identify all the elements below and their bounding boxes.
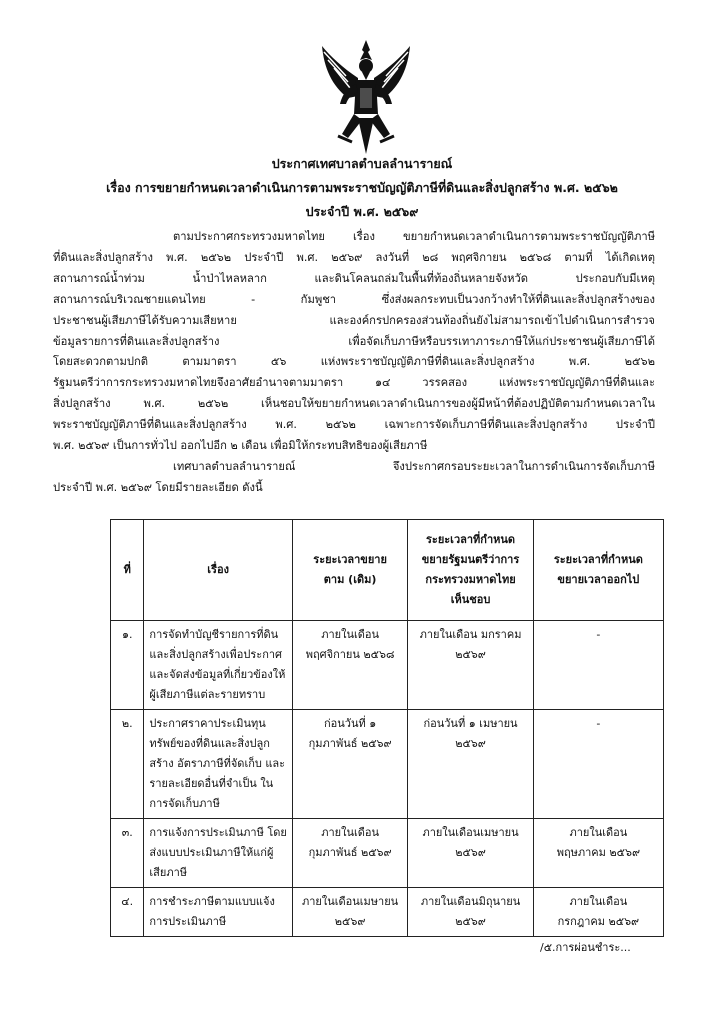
row-extended-period: ภายในเดือน พฤษภาคม ๒๕๖๙ <box>533 819 663 888</box>
row-number: ๒. <box>111 710 144 819</box>
table-row <box>111 819 664 888</box>
body-line: ประจำปี พ.ศ. ๒๕๖๙ โดยมีรายละเอียด ดังนี้ <box>53 480 263 494</box>
row-subject: ประกาศราคาประเมินทุน ทรัพย์ของที่ดินและสิ่งปลูก สร้าง อัตราภาษีที่จัดเก็บ และ รายละเอียดอื่นที่จำเป็น ใน การจัดเก็บภาษี <box>144 710 292 819</box>
page-continuation: /๕.การผ่อนชำระ... <box>540 941 631 954</box>
table-header-row <box>111 520 664 621</box>
announcement-subject: เรื่อง การขยายกำหนดเวลาดำเนินการตามพระราชบัญญัติภาษีที่ดินและสิ่งปลูกสร้าง พ.ศ. ๒๕๖๒ <box>106 180 618 195</box>
row-number: ๑. <box>111 621 144 710</box>
row-extended-period: - <box>533 621 663 710</box>
paragraph-1 <box>53 227 655 457</box>
header-approved-period: ระยะเวลาที่กำหนด ขยายรัฐมนตรีว่าการ กระทรวงมหาดไทย เห็นชอบ <box>408 520 533 621</box>
row-original-period: ภายในเดือน กุมภาพันธ์ ๒๕๖๙ <box>292 819 408 888</box>
row-subject: การจัดทำบัญชีรายการที่ดิน และสิ่งปลูกสร้างเพื่อประกาศ และจัดส่งข้อมูลที่เกี่ยวข้องให้ ผู้เสียภาษีแต่ละรายทราบ <box>144 621 292 710</box>
header-subject: เรื่อง <box>144 520 292 621</box>
row-approved-period: ก่อนวันที่ ๑ เมษายน ๒๕๖๙ <box>408 710 533 819</box>
row-subject: การแจ้งการประเมินภาษี โดย ส่งแบบประเมินภาษีให้แก่ผู้ เสียภาษี <box>144 819 292 888</box>
body-line: ที่ดินและสิ่งปลูกสร้าง พ.ศ. ๒๕๖๒ ประจำปี พ.ศ. ๒๕๖๙ ลงวันที่ ๒๘ พฤศจิกายน ๒๕๖๘ ตามที่ ได้เกิดเหตุ <box>53 250 655 264</box>
row-approved-period: ภายในเดือน มกราคม ๒๕๖๙ <box>408 621 533 710</box>
announcement-body <box>53 227 655 499</box>
header-extended-period: ระยะเวลาที่กำหนด ขยายเวลาออกไป <box>533 520 663 621</box>
body-line: ประชาชนผู้เสียภาษีได้รับความเสียหาย และองค์กรปกครองส่วนท้องถิ่นยังไม่สามารถเข้าไปดำเนินการสำรวจ <box>53 313 655 327</box>
table-row <box>111 710 664 819</box>
body-line: สถานการณ์น้ำท่วม น้ำป่าไหลหลาก และดินโคลนถล่มในพื้นที่ท้องถิ่นหลายจังหวัด ประกอบกับมีเหตุ <box>53 271 655 285</box>
row-extended-period: ภายในเดือน กรกฎาคม ๒๕๖๙ <box>533 888 663 937</box>
body-line: รัฐมนตรีว่าการกระทรวงมหาดไทยจึงอาศัยอำนาจตามมาตรา ๑๔ วรรคสอง แห่งพระราชบัญญัติภาษีที่ดินและ <box>53 376 655 390</box>
body-line: สิ่งปลูกสร้าง พ.ศ. ๒๕๖๒ เห็นชอบให้ขยายกำหนดเวลาดำเนินการของผู้มีหน้าที่ต้องปฏิบัติตามกำหนดเวลาใน <box>53 397 655 411</box>
body-line: พ.ศ. ๒๕๖๙ เป็นการทั่วไป ออกไปอีก ๒ เดือน เพื่อมิให้กระทบสิทธิของผู้เสียภาษี <box>53 439 428 453</box>
row-approved-period: ภายในเดือนเมษายน ๒๕๖๙ <box>408 819 533 888</box>
row-original-period: ก่อนวันที่ ๑ กุมภาพันธ์ ๒๕๖๙ <box>292 710 408 819</box>
row-subject: การชำระภาษีตามแบบแจ้ง การประเมินภาษี <box>144 888 292 937</box>
body-line: พระราชบัญญัติภาษีที่ดินและสิ่งปลูกสร้าง พ.ศ. ๒๕๖๒ เฉพาะการจัดเก็บภาษีที่ดินและสิ่งปลูกสร้าง ประจำปี <box>53 418 655 432</box>
row-approved-period: ภายในเดือนมิถุนายน ๒๕๖๙ <box>408 888 533 937</box>
announcement-title: ประกาศเทศบาลตำบลลำนารายณ์ <box>271 156 453 171</box>
paragraph-2 <box>53 457 655 499</box>
table-row <box>111 888 664 937</box>
announcement-year: ประจำปี พ.ศ. ๒๕๖๙ <box>305 204 419 219</box>
row-number: ๓. <box>111 819 144 888</box>
garuda-emblem-icon <box>318 38 414 156</box>
row-extended-period: - <box>533 710 663 819</box>
header-no: ที่ <box>111 520 144 621</box>
row-number: ๔. <box>111 888 144 937</box>
row-original-period: ภายในเดือนเมษายน ๒๕๖๙ <box>292 888 408 937</box>
body-line: ตามประกาศกระทรวงมหาดไทย เรื่อง ขยายกำหนดเวลาดำเนินการตามพระราชบัญญัติภาษี <box>173 230 655 243</box>
body-line: เทศบาลตำบลลำนารายณ์ จึงประกาศกรอบระยะเวลาในการดำเนินการจัดเก็บภาษี <box>173 459 655 473</box>
body-line: โดยสะดวกตามปกติ ตามมาตรา ๕๖ แห่งพระราชบัญญัติภาษีที่ดินและสิ่งปลูกสร้าง พ.ศ. ๒๕๖๒ <box>53 355 655 369</box>
header-original-period: ระยะเวลาขยาย ตาม (เดิม) <box>292 520 408 621</box>
table-row <box>111 621 664 710</box>
row-original-period: ภายในเดือน พฤศจิกายน ๒๕๖๘ <box>292 621 408 710</box>
body-line: ข้อมูลรายการที่ดินและสิ่งปลูกสร้าง เพื่อจัดเก็บภาษีหรือบรรเทาภาระภาษีให้แก่ประชาชนผู้เสียภาษีได้ <box>53 334 655 348</box>
body-line: สถานการณ์บริเวณชายแดนไทย - กัมพูชา ซึ่งส่งผลกระทบเป็นวงกว้างทำให้ที่ดินและสิ่งปลูกสร้างของ <box>53 292 655 306</box>
schedule-table <box>110 519 664 937</box>
